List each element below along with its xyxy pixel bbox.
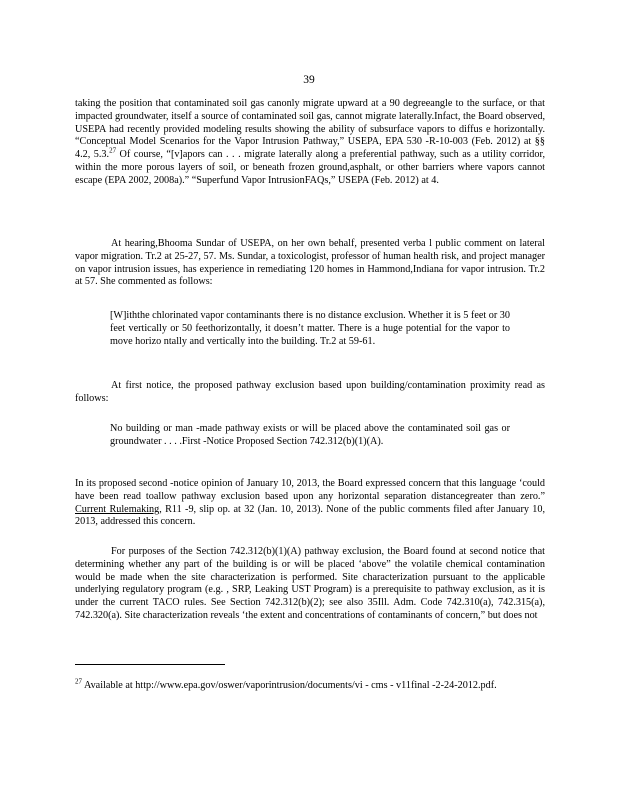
footnote-27 — [75, 677, 545, 693]
paragraph-text: , R11 -9, slip op. at 32 (Jan. 10, 2013). None of the public comments filed after January 10, 2013, addressed this concern. — [75, 503, 545, 528]
block-quote-first-notice: No building or man -made pathway exists or will be placed above the contaminated soil gas or groundwater . . . .First -Notice Proposed Section 742.312(b)(1)(A). — [110, 423, 510, 447]
citation-current-rulemaking: Current Rulemaking — [75, 503, 160, 515]
paragraph-first-notice: At first notice, the proposed pathway exclusion based upon building/contamination proximity read as follows: — [75, 380, 545, 404]
paragraph-text: In its proposed second -notice opinion of January 10, 2013, the Board expressed concern that this language ‘could have been read toallow pathway exclusion based upon any horizontal separation distancegreater than zero.” — [75, 478, 545, 502]
page-number: 39 — [303, 74, 315, 86]
paragraph-second-notice — [75, 478, 545, 529]
footnote-ref: 27 — [109, 146, 117, 155]
paragraph-text: taking the position that contaminated soil gas canonly migrate upward at a 90 degreeangle to the surface, or that impacted groundwater, itself a source of contaminated soil gas, cannot migrate laterally.Infact, the Board observed, USEPA had recently provided modeling results showing the ability of subsurface vapors to diffus e horizontally. “Conceptual Model Scenarios for the Vapor Intrusion Pathway,” USEPA, EPA 530 -R-10-003 (Feb. 2012) at §§ 4.2, 5.3. — [75, 98, 545, 161]
paragraph-vapor-migration — [75, 98, 545, 188]
paragraph-hearing-comment: At hearing,Bhooma Sundar of USEPA, on her own behalf, presented verba l public comment on lateral vapor migration. Tr.2 at 25-27, 57. Ms. Sundar, a toxicologist, professor of human health risk, and project manager on vapor intrusion issues, has experience in remediating 120 homes in Hammond,Indiana for vapor intrusion. Tr.2 at 57. She commented as follows: — [75, 238, 545, 288]
footnote-number: 27 — [75, 677, 82, 686]
block-quote-sundar: [W]iththe chlorinated vapor contaminants there is no distance exclusion. Whether it is 5 feet or 30 feet vertically or 50 feethorizontally, it doesn’t matter. There is a huge potential for the vapor to move horizo ntally and vertically into the building. Tr.2 at 59-61. — [110, 310, 510, 347]
footnote-text: Available at http://www.epa.gov/oswer/vaporintrusion/documents/vi - cms - v11final -2-24-2012.pdf. — [82, 680, 497, 692]
paragraph-text: Of course, “[v]apors can . . . migrate laterally along a preferential pathway, such as a utility corridor, within the more porous layers of soil, or beneath frozen ground,asphalt, or other barriers where vapors cannot escape (EPA 2002, 2008a).” “Superfund Vapor IntrusionFAQs,” USEPA (Feb. 2012) at 4. — [75, 149, 545, 186]
paragraph-site-characterization: For purposes of the Section 742.312(b)(1)(A) pathway exclusion, the Board found at second notice that determining whether any part of the building is or will be placed ‘above” the volatile chemical contamination would be made when the site characterization is performed. Site characterization pursuant to the applicable underlying regulatory program (e.g. , SRP, Leaking UST Program) is a prerequisite to pathway exclusion, as it is under the current TACO rules. See Section 742.312(b)(2); see also 35Ill. Adm. Code 742.310(a), 742.315(a), 742.320(a). Site characterization reveals ‘the extent and concentrations of contaminants of concern,” but does not — [75, 546, 545, 621]
footnote-divider — [75, 664, 225, 665]
